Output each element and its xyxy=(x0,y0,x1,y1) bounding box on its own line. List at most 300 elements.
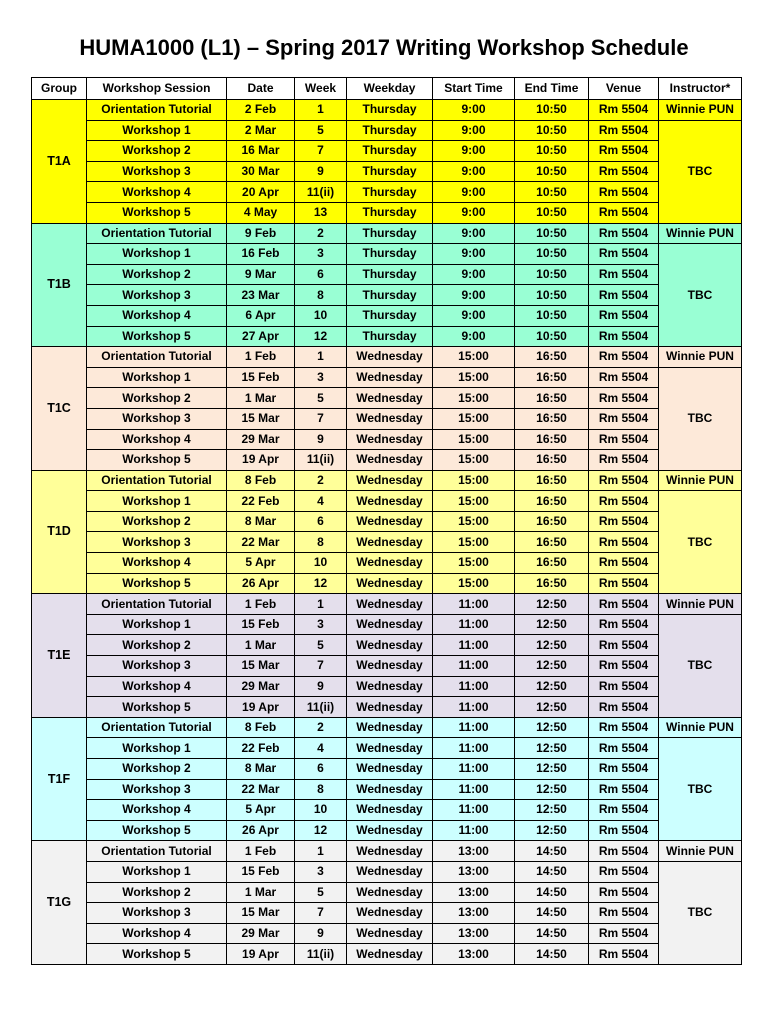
week-cell: 7 xyxy=(295,141,347,162)
table-row xyxy=(32,182,742,203)
table-row xyxy=(32,223,742,244)
start-time-cell: 15:00 xyxy=(433,532,515,553)
week-cell: 9 xyxy=(295,923,347,944)
weekday-cell: Wednesday xyxy=(347,944,433,965)
week-cell: 3 xyxy=(295,367,347,388)
end-time-cell: 14:50 xyxy=(515,861,589,882)
table-row xyxy=(32,573,742,594)
weekday-cell: Thursday xyxy=(347,202,433,223)
venue-cell: Rm 5504 xyxy=(589,120,659,141)
venue-cell: Rm 5504 xyxy=(589,244,659,265)
date-cell: 8 Mar xyxy=(227,511,295,532)
session-cell: Workshop 4 xyxy=(87,305,227,326)
end-time-cell: 10:50 xyxy=(515,202,589,223)
weekday-cell: Wednesday xyxy=(347,553,433,574)
venue-cell: Rm 5504 xyxy=(589,573,659,594)
end-time-cell: 12:50 xyxy=(515,656,589,677)
end-time-cell: 16:50 xyxy=(515,573,589,594)
end-time-cell: 14:50 xyxy=(515,841,589,862)
table-row xyxy=(32,305,742,326)
venue-cell: Rm 5504 xyxy=(589,944,659,965)
date-cell: 8 Feb xyxy=(227,470,295,491)
table-row xyxy=(32,903,742,924)
weekday-cell: Wednesday xyxy=(347,450,433,471)
table-row xyxy=(32,429,742,450)
venue-cell: Rm 5504 xyxy=(589,161,659,182)
weekday-cell: Wednesday xyxy=(347,429,433,450)
table-header xyxy=(32,78,742,100)
weekday-cell: Wednesday xyxy=(347,820,433,841)
end-time-cell: 16:50 xyxy=(515,511,589,532)
session-cell: Workshop 2 xyxy=(87,388,227,409)
weekday-cell: Thursday xyxy=(347,305,433,326)
start-time-cell: 9:00 xyxy=(433,264,515,285)
date-cell: 22 Feb xyxy=(227,738,295,759)
week-cell: 12 xyxy=(295,573,347,594)
date-cell: 15 Mar xyxy=(227,903,295,924)
start-time-cell: 11:00 xyxy=(433,800,515,821)
table-row xyxy=(32,717,742,738)
week-cell: 1 xyxy=(295,594,347,615)
start-time-cell: 15:00 xyxy=(433,511,515,532)
end-time-cell: 10:50 xyxy=(515,244,589,265)
date-cell: 29 Mar xyxy=(227,676,295,697)
instructor-cell: TBC xyxy=(659,367,742,470)
table-row xyxy=(32,594,742,615)
venue-cell: Rm 5504 xyxy=(589,656,659,677)
start-time-cell: 9:00 xyxy=(433,141,515,162)
header-instructor: Instructor* xyxy=(659,78,742,100)
weekday-cell: Wednesday xyxy=(347,573,433,594)
start-time-cell: 11:00 xyxy=(433,614,515,635)
start-time-cell: 15:00 xyxy=(433,347,515,368)
weekday-cell: Thursday xyxy=(347,161,433,182)
date-cell: 16 Feb xyxy=(227,244,295,265)
table-row xyxy=(32,161,742,182)
header-end-time: End Time xyxy=(515,78,589,100)
weekday-cell: Wednesday xyxy=(347,923,433,944)
session-cell: Workshop 1 xyxy=(87,120,227,141)
venue-cell: Rm 5504 xyxy=(589,553,659,574)
table-row xyxy=(32,923,742,944)
date-cell: 15 Feb xyxy=(227,614,295,635)
session-cell: Orientation Tutorial xyxy=(87,470,227,491)
date-cell: 1 Mar xyxy=(227,635,295,656)
date-cell: 15 Mar xyxy=(227,408,295,429)
table-row xyxy=(32,470,742,491)
table-row xyxy=(32,347,742,368)
end-time-cell: 12:50 xyxy=(515,759,589,780)
date-cell: 6 Apr xyxy=(227,305,295,326)
end-time-cell: 16:50 xyxy=(515,388,589,409)
instructor-cell: Winnie PUN xyxy=(659,223,742,244)
venue-cell: Rm 5504 xyxy=(589,264,659,285)
venue-cell: Rm 5504 xyxy=(589,100,659,121)
weekday-cell: Wednesday xyxy=(347,759,433,780)
weekday-cell: Wednesday xyxy=(347,635,433,656)
end-time-cell: 16:50 xyxy=(515,429,589,450)
session-cell: Workshop 4 xyxy=(87,553,227,574)
start-time-cell: 9:00 xyxy=(433,100,515,121)
week-cell: 9 xyxy=(295,676,347,697)
date-cell: 15 Feb xyxy=(227,861,295,882)
start-time-cell: 11:00 xyxy=(433,656,515,677)
header-start-time: Start Time xyxy=(433,78,515,100)
week-cell: 7 xyxy=(295,656,347,677)
start-time-cell: 15:00 xyxy=(433,553,515,574)
end-time-cell: 10:50 xyxy=(515,264,589,285)
start-time-cell: 15:00 xyxy=(433,429,515,450)
table-row xyxy=(32,326,742,347)
table-row xyxy=(32,944,742,965)
table-row xyxy=(32,532,742,553)
venue-cell: Rm 5504 xyxy=(589,594,659,615)
week-cell: 2 xyxy=(295,470,347,491)
date-cell: 1 Feb xyxy=(227,594,295,615)
table-row xyxy=(32,244,742,265)
table-row xyxy=(32,841,742,862)
session-cell: Orientation Tutorial xyxy=(87,841,227,862)
date-cell: 2 Feb xyxy=(227,100,295,121)
date-cell: 19 Apr xyxy=(227,697,295,718)
session-cell: Workshop 2 xyxy=(87,882,227,903)
venue-cell: Rm 5504 xyxy=(589,800,659,821)
table-row xyxy=(32,882,742,903)
session-cell: Workshop 1 xyxy=(87,491,227,512)
weekday-cell: Thursday xyxy=(347,141,433,162)
table-row xyxy=(32,141,742,162)
table-row xyxy=(32,861,742,882)
date-cell: 5 Apr xyxy=(227,800,295,821)
session-cell: Workshop 4 xyxy=(87,800,227,821)
table-row xyxy=(32,656,742,677)
week-cell: 6 xyxy=(295,511,347,532)
table-row xyxy=(32,264,742,285)
session-cell: Workshop 3 xyxy=(87,656,227,677)
end-time-cell: 10:50 xyxy=(515,223,589,244)
venue-cell: Rm 5504 xyxy=(589,491,659,512)
session-cell: Workshop 1 xyxy=(87,614,227,635)
session-cell: Workshop 5 xyxy=(87,573,227,594)
weekday-cell: Wednesday xyxy=(347,861,433,882)
week-cell: 8 xyxy=(295,532,347,553)
session-cell: Workshop 4 xyxy=(87,923,227,944)
session-cell: Workshop 3 xyxy=(87,903,227,924)
weekday-cell: Thursday xyxy=(347,285,433,306)
venue-cell: Rm 5504 xyxy=(589,759,659,780)
session-cell: Workshop 2 xyxy=(87,264,227,285)
end-time-cell: 16:50 xyxy=(515,408,589,429)
venue-cell: Rm 5504 xyxy=(589,614,659,635)
week-cell: 2 xyxy=(295,717,347,738)
week-cell: 9 xyxy=(295,161,347,182)
table-row xyxy=(32,553,742,574)
start-time-cell: 15:00 xyxy=(433,470,515,491)
table-row xyxy=(32,100,742,121)
header-venue: Venue xyxy=(589,78,659,100)
start-time-cell: 9:00 xyxy=(433,285,515,306)
venue-cell: Rm 5504 xyxy=(589,141,659,162)
week-cell: 9 xyxy=(295,429,347,450)
end-time-cell: 12:50 xyxy=(515,779,589,800)
week-cell: 6 xyxy=(295,759,347,780)
weekday-cell: Wednesday xyxy=(347,882,433,903)
end-time-cell: 14:50 xyxy=(515,903,589,924)
week-cell: 5 xyxy=(295,882,347,903)
start-time-cell: 9:00 xyxy=(433,326,515,347)
venue-cell: Rm 5504 xyxy=(589,408,659,429)
weekday-cell: Wednesday xyxy=(347,511,433,532)
venue-cell: Rm 5504 xyxy=(589,820,659,841)
week-cell: 4 xyxy=(295,491,347,512)
table-row xyxy=(32,408,742,429)
end-time-cell: 14:50 xyxy=(515,923,589,944)
instructor-cell: Winnie PUN xyxy=(659,470,742,491)
end-time-cell: 16:50 xyxy=(515,532,589,553)
instructor-cell: TBC xyxy=(659,120,742,223)
end-time-cell: 12:50 xyxy=(515,800,589,821)
start-time-cell: 9:00 xyxy=(433,202,515,223)
header-group: Group xyxy=(32,78,87,100)
header-workshop-session: Workshop Session xyxy=(87,78,227,100)
start-time-cell: 11:00 xyxy=(433,676,515,697)
weekday-cell: Thursday xyxy=(347,244,433,265)
weekday-cell: Wednesday xyxy=(347,408,433,429)
end-time-cell: 10:50 xyxy=(515,141,589,162)
session-cell: Workshop 4 xyxy=(87,429,227,450)
end-time-cell: 16:50 xyxy=(515,367,589,388)
group-name-cell: T1C xyxy=(32,347,87,471)
start-time-cell: 9:00 xyxy=(433,305,515,326)
session-cell: Workshop 5 xyxy=(87,944,227,965)
week-cell: 6 xyxy=(295,264,347,285)
table-row xyxy=(32,202,742,223)
instructor-cell: Winnie PUN xyxy=(659,347,742,368)
venue-cell: Rm 5504 xyxy=(589,697,659,718)
table-row xyxy=(32,285,742,306)
end-time-cell: 16:50 xyxy=(515,553,589,574)
start-time-cell: 15:00 xyxy=(433,388,515,409)
weekday-cell: Wednesday xyxy=(347,697,433,718)
start-time-cell: 11:00 xyxy=(433,594,515,615)
week-cell: 1 xyxy=(295,100,347,121)
week-cell: 3 xyxy=(295,861,347,882)
table-row xyxy=(32,614,742,635)
date-cell: 2 Mar xyxy=(227,120,295,141)
end-time-cell: 12:50 xyxy=(515,820,589,841)
venue-cell: Rm 5504 xyxy=(589,511,659,532)
week-cell: 7 xyxy=(295,408,347,429)
venue-cell: Rm 5504 xyxy=(589,470,659,491)
session-cell: Workshop 4 xyxy=(87,182,227,203)
date-cell: 9 Feb xyxy=(227,223,295,244)
weekday-cell: Wednesday xyxy=(347,841,433,862)
instructor-cell: Winnie PUN xyxy=(659,100,742,121)
week-cell: 13 xyxy=(295,202,347,223)
venue-cell: Rm 5504 xyxy=(589,429,659,450)
week-cell: 5 xyxy=(295,120,347,141)
table-row xyxy=(32,697,742,718)
end-time-cell: 14:50 xyxy=(515,882,589,903)
start-time-cell: 13:00 xyxy=(433,944,515,965)
session-cell: Workshop 4 xyxy=(87,676,227,697)
instructor-cell: TBC xyxy=(659,738,742,841)
session-cell: Workshop 3 xyxy=(87,408,227,429)
end-time-cell: 12:50 xyxy=(515,635,589,656)
start-time-cell: 9:00 xyxy=(433,120,515,141)
header-row xyxy=(32,78,742,100)
session-cell: Workshop 3 xyxy=(87,285,227,306)
date-cell: 1 Mar xyxy=(227,388,295,409)
weekday-cell: Wednesday xyxy=(347,388,433,409)
start-time-cell: 15:00 xyxy=(433,573,515,594)
start-time-cell: 11:00 xyxy=(433,779,515,800)
group-name-cell: T1A xyxy=(32,100,87,224)
table-row xyxy=(32,450,742,471)
end-time-cell: 10:50 xyxy=(515,100,589,121)
week-cell: 8 xyxy=(295,779,347,800)
header-date: Date xyxy=(227,78,295,100)
instructor-cell: Winnie PUN xyxy=(659,841,742,862)
venue-cell: Rm 5504 xyxy=(589,450,659,471)
start-time-cell: 15:00 xyxy=(433,491,515,512)
start-time-cell: 9:00 xyxy=(433,244,515,265)
venue-cell: Rm 5504 xyxy=(589,923,659,944)
start-time-cell: 11:00 xyxy=(433,820,515,841)
group-name-cell: T1F xyxy=(32,717,87,841)
date-cell: 26 Apr xyxy=(227,573,295,594)
venue-cell: Rm 5504 xyxy=(589,347,659,368)
weekday-cell: Wednesday xyxy=(347,676,433,697)
venue-cell: Rm 5504 xyxy=(589,841,659,862)
weekday-cell: Wednesday xyxy=(347,903,433,924)
date-cell: 8 Mar xyxy=(227,759,295,780)
date-cell: 1 Mar xyxy=(227,882,295,903)
start-time-cell: 11:00 xyxy=(433,697,515,718)
venue-cell: Rm 5504 xyxy=(589,861,659,882)
group-name-cell: T1G xyxy=(32,841,87,965)
group-name-cell: T1D xyxy=(32,470,87,594)
table-row xyxy=(32,779,742,800)
weekday-cell: Thursday xyxy=(347,182,433,203)
weekday-cell: Wednesday xyxy=(347,738,433,759)
weekday-cell: Wednesday xyxy=(347,614,433,635)
table-row xyxy=(32,676,742,697)
date-cell: 22 Feb xyxy=(227,491,295,512)
session-cell: Orientation Tutorial xyxy=(87,223,227,244)
instructor-cell: Winnie PUN xyxy=(659,717,742,738)
start-time-cell: 15:00 xyxy=(433,408,515,429)
session-cell: Workshop 1 xyxy=(87,738,227,759)
session-cell: Workshop 5 xyxy=(87,697,227,718)
venue-cell: Rm 5504 xyxy=(589,202,659,223)
start-time-cell: 15:00 xyxy=(433,450,515,471)
table-row xyxy=(32,120,742,141)
start-time-cell: 11:00 xyxy=(433,738,515,759)
start-time-cell: 11:00 xyxy=(433,717,515,738)
date-cell: 22 Mar xyxy=(227,779,295,800)
page-title: HUMA1000 (L1) – Spring 2017 Writing Workshop Schedule xyxy=(79,35,689,60)
week-cell: 11(ii) xyxy=(295,697,347,718)
week-cell: 10 xyxy=(295,553,347,574)
table-row xyxy=(32,511,742,532)
weekday-cell: Wednesday xyxy=(347,800,433,821)
session-cell: Workshop 3 xyxy=(87,779,227,800)
weekday-cell: Wednesday xyxy=(347,470,433,491)
instructor-cell: TBC xyxy=(659,861,742,964)
session-cell: Orientation Tutorial xyxy=(87,100,227,121)
table-body xyxy=(32,100,742,965)
session-cell: Orientation Tutorial xyxy=(87,717,227,738)
end-time-cell: 14:50 xyxy=(515,944,589,965)
start-time-cell: 11:00 xyxy=(433,759,515,780)
end-time-cell: 10:50 xyxy=(515,326,589,347)
date-cell: 23 Mar xyxy=(227,285,295,306)
venue-cell: Rm 5504 xyxy=(589,717,659,738)
week-cell: 2 xyxy=(295,223,347,244)
instructor-cell: TBC xyxy=(659,614,742,717)
date-cell: 29 Mar xyxy=(227,429,295,450)
end-time-cell: 10:50 xyxy=(515,305,589,326)
date-cell: 5 Apr xyxy=(227,553,295,574)
venue-cell: Rm 5504 xyxy=(589,676,659,697)
session-cell: Workshop 2 xyxy=(87,759,227,780)
end-time-cell: 10:50 xyxy=(515,285,589,306)
end-time-cell: 10:50 xyxy=(515,120,589,141)
end-time-cell: 12:50 xyxy=(515,697,589,718)
venue-cell: Rm 5504 xyxy=(589,635,659,656)
weekday-cell: Thursday xyxy=(347,326,433,347)
date-cell: 15 Mar xyxy=(227,656,295,677)
week-cell: 5 xyxy=(295,635,347,656)
end-time-cell: 12:50 xyxy=(515,717,589,738)
date-cell: 1 Feb xyxy=(227,841,295,862)
end-time-cell: 16:50 xyxy=(515,347,589,368)
instructor-cell: TBC xyxy=(659,491,742,594)
session-cell: Workshop 1 xyxy=(87,244,227,265)
weekday-cell: Thursday xyxy=(347,264,433,285)
start-time-cell: 13:00 xyxy=(433,923,515,944)
date-cell: 27 Apr xyxy=(227,326,295,347)
date-cell: 4 May xyxy=(227,202,295,223)
start-time-cell: 9:00 xyxy=(433,223,515,244)
table-row xyxy=(32,367,742,388)
venue-cell: Rm 5504 xyxy=(589,882,659,903)
date-cell: 22 Mar xyxy=(227,532,295,553)
date-cell: 15 Feb xyxy=(227,367,295,388)
start-time-cell: 13:00 xyxy=(433,861,515,882)
week-cell: 8 xyxy=(295,285,347,306)
week-cell: 10 xyxy=(295,800,347,821)
session-cell: Workshop 3 xyxy=(87,161,227,182)
week-cell: 7 xyxy=(295,903,347,924)
session-cell: Workshop 5 xyxy=(87,820,227,841)
week-cell: 11(ii) xyxy=(295,182,347,203)
week-cell: 11(ii) xyxy=(295,450,347,471)
group-name-cell: T1B xyxy=(32,223,87,347)
weekday-cell: Wednesday xyxy=(347,656,433,677)
weekday-cell: Wednesday xyxy=(347,347,433,368)
session-cell: Workshop 2 xyxy=(87,635,227,656)
start-time-cell: 13:00 xyxy=(433,903,515,924)
instructor-cell: Winnie PUN xyxy=(659,594,742,615)
header-weekday: Weekday xyxy=(347,78,433,100)
date-cell: 30 Mar xyxy=(227,161,295,182)
venue-cell: Rm 5504 xyxy=(589,903,659,924)
date-cell: 8 Feb xyxy=(227,717,295,738)
session-cell: Workshop 5 xyxy=(87,202,227,223)
venue-cell: Rm 5504 xyxy=(589,305,659,326)
